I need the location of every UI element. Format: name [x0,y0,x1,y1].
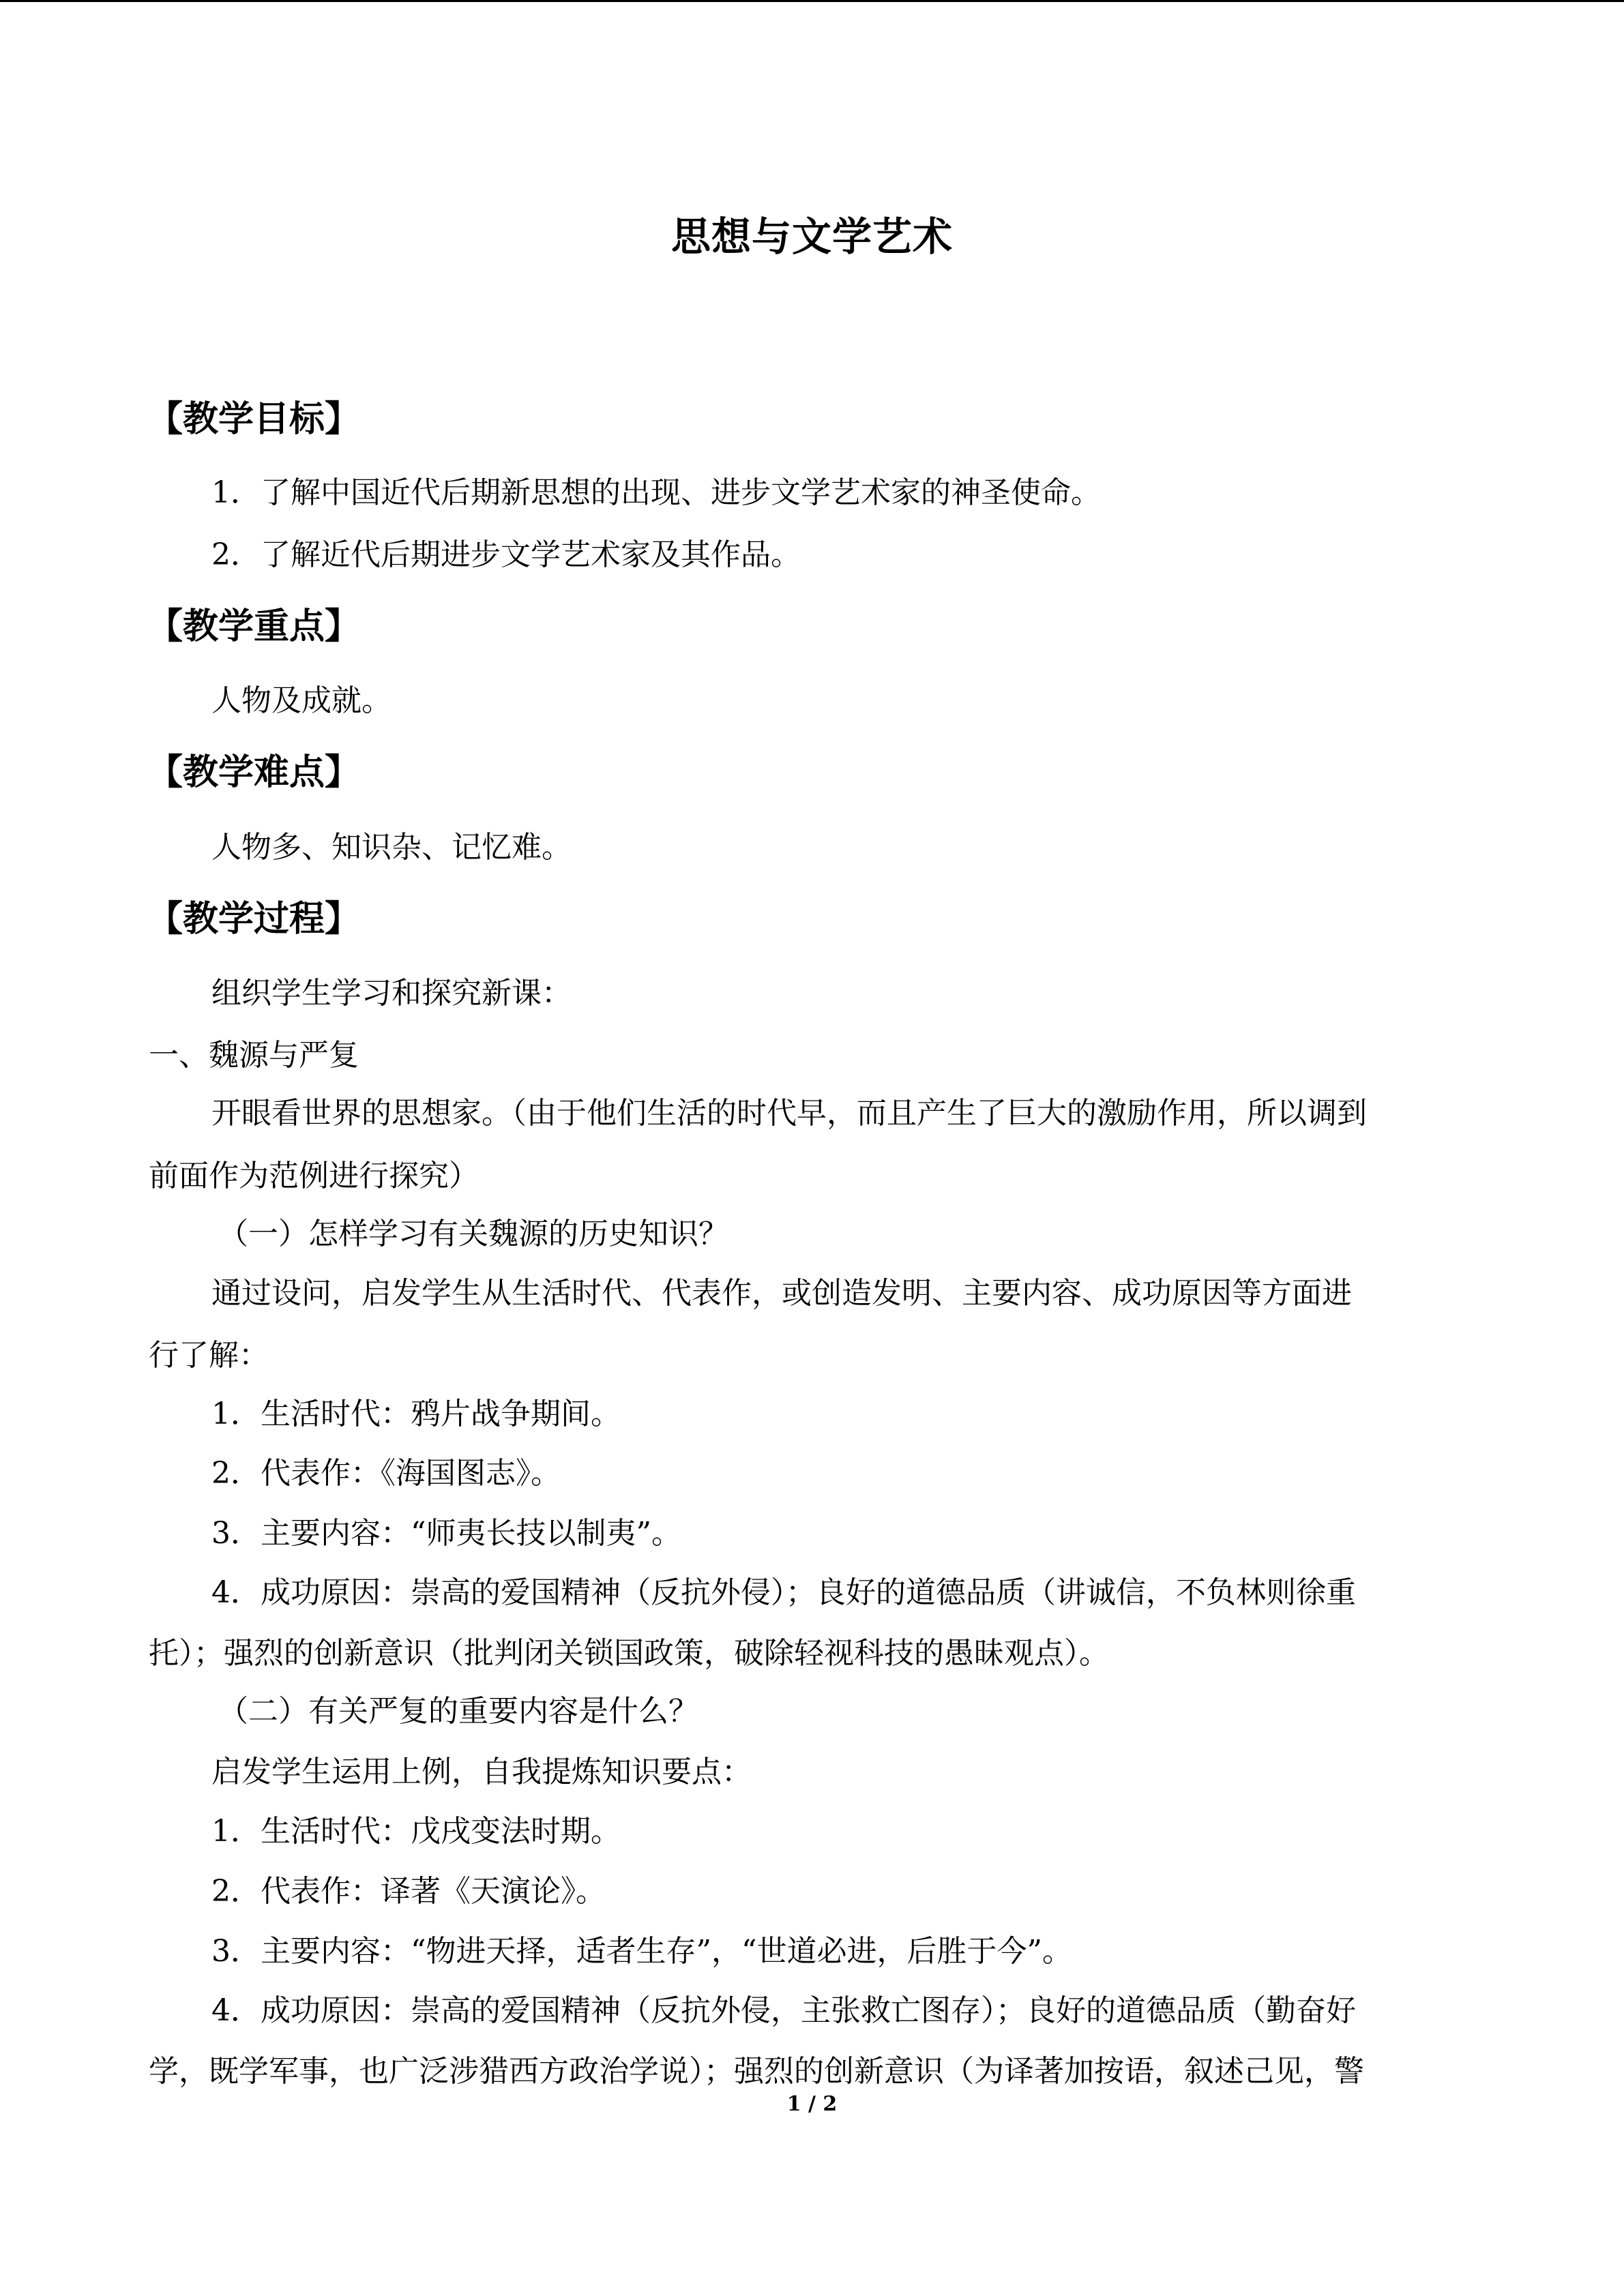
yan-item-4-line2: 学，既学军事，也广泛涉猎西方政治学说）；强烈的创新意识（为译著加按语，叙述己见，警 [149,2054,1364,2089]
wei-item-2: 2．代表作：《海国图志》。 [211,1456,561,1491]
process-heading: 【教学过程】 [147,899,361,940]
key-points-heading: 【教学重点】 [147,606,361,647]
document-title: 思想与文学艺术 [670,213,953,260]
question-1: （一）怎样学习有关魏源的历史知识？ [218,1217,728,1251]
q2-guide: 启发学生运用上例，自我提炼知识要点： [211,1755,752,1789]
difficulties-text: 人物多、知识杂、记忆难。 [211,830,572,865]
yan-item-1: 1．生活时代：戊戌变法时期。 [211,1814,621,1849]
q1-guide-line1: 通过设问，启发学生从生活时代、代表作，或创造发明、主要内容、成功原因等方面进 [211,1276,1352,1311]
part1-desc-line2: 前面作为范例进行探究） [149,1159,479,1193]
wei-item-1: 1．生活时代：鸦片战争期间。 [211,1397,621,1431]
wei-item-4-line1: 4．成功原因：崇高的爱国精神（反抗外侵）；良好的道德品质（讲诚信，不负林则徐重 [211,1575,1356,1610]
q1-guide-line2: 行了解： [149,1338,269,1373]
wei-item-4-line2: 托）；强烈的创新意识（批判闭关锁国政策，破除轻视科技的愚昧观点）。 [149,1636,1109,1671]
process-intro: 组织学生学习和探究新课： [211,976,572,1011]
yan-item-3: 3．主要内容：“物进天择，适者生存”，“世道必进，后胜于今”。 [211,1934,1072,1969]
goal-item-1: 1．了解中国近代后期新思想的出现、进步文学艺术家的神圣使命。 [211,475,1101,510]
yan-item-2: 2．代表作：译著《天演论》。 [211,1874,606,1909]
yan-item-4-line1: 4．成功原因：崇高的爱国精神（反抗外侵，主张救亡图存）；良好的道德品质（勤奋好 [211,1993,1356,2028]
wei-item-3: 3．主要内容：“师夷长技以制夷”。 [211,1516,681,1551]
goals-heading: 【教学目标】 [147,399,361,440]
question-2: （二）有关严复的重要内容是什么？ [218,1694,698,1729]
part1-title: 一、魏源与严复 [149,1038,359,1073]
difficulties-heading: 【教学难点】 [147,752,361,793]
goal-item-2: 2．了解近代后期进步文学艺术家及其作品。 [211,537,801,572]
key-points-text: 人物及成就。 [211,683,392,718]
part1-desc-line1: 开眼看世界的思想家。（由于他们生活的时代早，而且产生了巨大的激励作用，所以调到 [211,1096,1367,1131]
page-number: 1 / 2 [786,2092,838,2116]
page-top-border [0,0,1624,2]
